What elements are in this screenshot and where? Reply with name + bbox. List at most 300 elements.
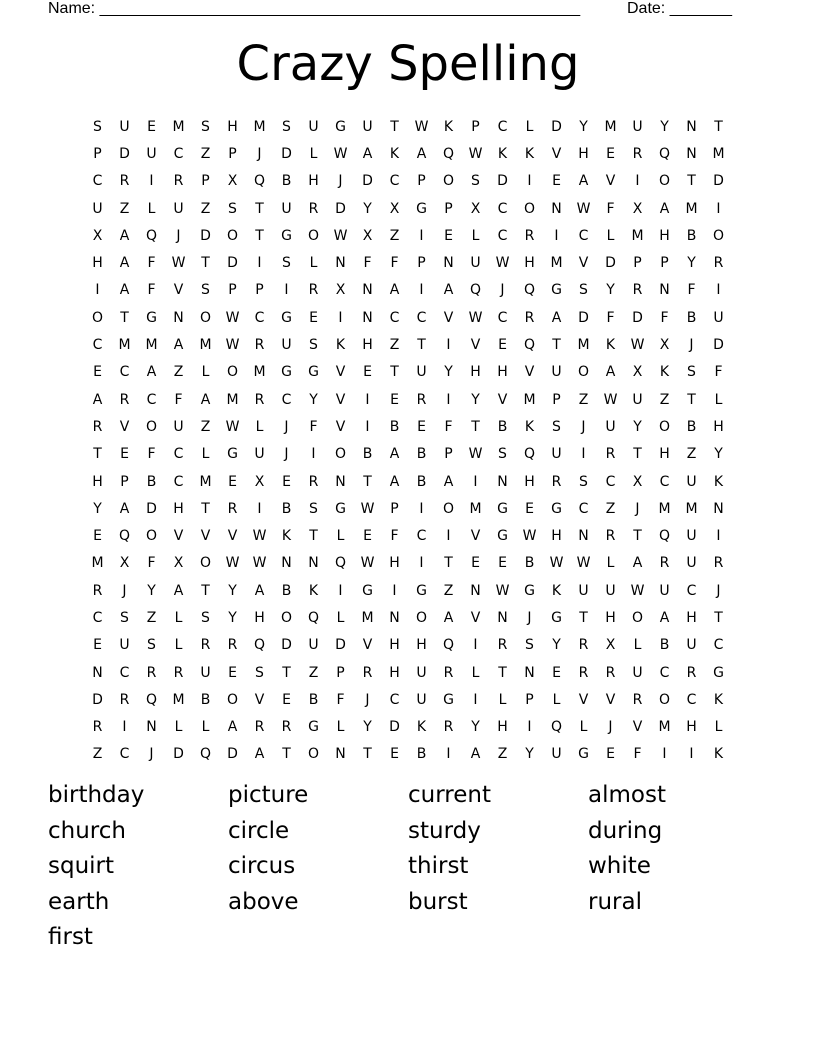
word-bank-item: squirt [48,853,115,880]
grid-letter: Z [389,227,400,244]
grid-letter: D [281,637,292,654]
grid-letter: P [228,282,237,299]
grid-letter: I [527,173,532,190]
grid-letter: I [716,528,721,545]
grid-letter: K [416,719,427,736]
grid-letter: O [658,691,671,708]
grid-letter: V [578,255,589,272]
grid-letter: R [308,282,319,299]
grid-letter: X [632,200,643,217]
grid-letter: S [687,364,696,381]
grid-letter: R [146,664,157,681]
grid-letter: U [146,145,157,162]
grid-letter: R [632,282,643,299]
grid-letter: D [227,255,238,272]
grid-letter: Z [146,609,157,626]
grid-letter: K [308,582,319,599]
grid-letter: R [173,664,184,681]
grid-letter: F [660,309,669,326]
grid-letter: B [686,309,697,326]
grid-letter: K [335,337,346,354]
grid-letter: V [119,418,130,435]
grid-letter: M [226,391,239,408]
grid-letter: O [442,500,455,517]
word-bank [48,779,768,957]
grid-letter: H [92,473,103,490]
grid-letter: J [608,719,613,736]
grid-letter: W [495,582,510,599]
grid-letter: T [714,609,723,626]
grid-letter: T [309,528,318,545]
grid-letter: J [284,446,289,463]
grid-letter: T [444,555,453,572]
grid-letter: W [171,255,186,272]
grid-letter: H [416,637,427,654]
grid-letter: Q [550,719,563,736]
grid-letter: I [554,227,559,244]
grid-letter: A [362,145,373,162]
grid-letter: Z [686,446,697,463]
grid-letter: N [389,609,400,626]
grid-letter: L [201,364,210,381]
grid-letter: R [200,637,211,654]
grid-letter: U [632,664,643,681]
grid-letter: P [552,391,561,408]
grid-letter: V [173,282,184,299]
grid-letter: J [338,173,343,190]
grid-letter: L [471,227,480,244]
grid-letter: N [497,609,508,626]
grid-letter: U [632,391,643,408]
grid-letter: V [470,337,481,354]
grid-letter: V [470,528,481,545]
grid-letter: L [147,200,156,217]
grid-letter: P [417,173,426,190]
grid-letter: G [713,664,724,681]
grid-letter: S [309,500,318,517]
grid-letter: Z [659,391,670,408]
grid-letter: G [551,609,562,626]
grid-letter: I [473,473,478,490]
grid-letter: Q [469,282,482,299]
grid-letter: O [658,173,671,190]
grid-letter: A [254,582,265,599]
grid-letter: U [551,446,562,463]
grid-letter: S [498,446,507,463]
grid-letter: G [497,528,508,545]
grid-letter: N [281,555,292,572]
grid-letter: T [687,391,696,408]
grid-letter: I [689,746,694,763]
word-bank-item: rural [588,888,642,915]
grid-letter: X [632,364,643,381]
grid-letter: E [363,364,372,381]
grid-letter: L [174,609,183,626]
grid-letter: N [335,746,346,763]
grid-letter: Y [687,255,696,272]
grid-letter: T [714,118,723,135]
grid-letter: S [579,473,588,490]
grid-letter: V [470,609,481,626]
grid-letter: F [390,528,399,545]
grid-letter: S [201,282,210,299]
grid-letter: W [414,118,429,135]
grid-letter: O [145,528,158,545]
grid-letter: S [120,609,129,626]
grid-letter: E [417,418,426,435]
grid-letter: B [497,418,508,435]
grid-letter: V [443,309,454,326]
grid-letter: I [122,719,127,736]
grid-letter: D [578,309,589,326]
grid-letter: P [228,145,237,162]
grid-letter: W [549,555,564,572]
grid-letter: V [173,528,184,545]
grid-letter: E [552,173,561,190]
grid-letter: U [551,746,562,763]
grid-letter: N [308,555,319,572]
grid-letter: K [551,582,562,599]
grid-letter: V [335,391,346,408]
grid-letter: M [253,118,266,135]
grid-letter: U [686,555,697,572]
grid-letter: I [338,309,343,326]
grid-letter: F [633,746,642,763]
grid-letter: H [389,664,400,681]
grid-letter: W [252,528,267,545]
grid-letter: Q [145,691,158,708]
grid-letter: H [254,609,265,626]
grid-letter: A [443,473,454,490]
grid-letter: T [201,500,210,517]
grid-letter: V [254,691,265,708]
grid-letter: N [92,664,103,681]
grid-letter: X [119,555,130,572]
grid-letter: O [415,609,428,626]
grid-letter: O [658,418,671,435]
grid-letter: H [659,227,670,244]
grid-letter: T [390,118,399,135]
grid-letter: A [605,364,616,381]
grid-letter: D [335,200,346,217]
grid-letter: H [497,719,508,736]
grid-letter: M [253,364,266,381]
grid-letter: U [659,582,670,599]
grid-letter: P [390,500,399,517]
grid-letter: M [577,337,590,354]
grid-letter: E [147,118,156,135]
grid-letter: L [552,691,561,708]
grid-letter: V [632,719,643,736]
grid-letter: G [227,446,238,463]
grid-letter: P [93,145,102,162]
grid-letter: N [578,528,589,545]
grid-letter: Y [93,500,102,517]
grid-letter: W [495,255,510,272]
grid-letter: H [362,337,373,354]
grid-letter: W [333,227,348,244]
grid-letter: U [605,582,616,599]
grid-letter: D [713,173,724,190]
grid-letter: C [254,309,265,326]
grid-letter: X [659,337,670,354]
grid-letter: T [390,364,399,381]
word-bank-item: above [228,888,299,915]
grid-letter: G [281,364,292,381]
grid-letter: M [685,200,698,217]
grid-letter: T [579,609,588,626]
grid-letter: A [200,391,211,408]
grid-letter: B [686,227,697,244]
grid-letter: W [225,555,240,572]
grid-letter: B [686,418,697,435]
grid-letter: R [443,664,454,681]
grid-letter: I [365,418,370,435]
grid-letter: E [444,227,453,244]
grid-letter: Z [443,582,454,599]
grid-letter: V [605,173,616,190]
grid-letter: R [92,418,103,435]
grid-letter: W [468,145,483,162]
grid-letter: U [686,528,697,545]
grid-letter: G [551,282,562,299]
grid-letter: B [281,173,292,190]
grid-letter: C [497,227,508,244]
grid-letter: U [308,118,319,135]
grid-letter: T [363,746,372,763]
grid-letter: I [635,173,640,190]
grid-letter: E [552,664,561,681]
grid-letter: I [716,282,721,299]
grid-letter: U [686,637,697,654]
grid-letter: H [389,555,400,572]
grid-letter: V [200,528,211,545]
grid-letter: T [201,255,210,272]
grid-letter: T [498,664,507,681]
grid-letter: F [714,364,723,381]
word-bank-item: sturdy [408,817,481,844]
grid-letter: S [579,282,588,299]
grid-letter: T [471,418,480,435]
grid-letter: U [713,309,724,326]
grid-letter: A [551,309,562,326]
grid-letter: J [176,227,181,244]
grid-letter: S [471,173,480,190]
grid-letter: H [659,446,670,463]
grid-letter: N [335,255,346,272]
grid-letter: Q [442,637,455,654]
grid-letter: W [630,337,645,354]
grid-letter: I [149,173,154,190]
word-bank-item: during [588,817,663,844]
grid-letter: R [578,664,589,681]
grid-letter: G [362,582,373,599]
grid-letter: S [201,118,210,135]
grid-letter: C [416,528,427,545]
grid-letter: L [606,555,615,572]
grid-letter: Y [552,637,561,654]
grid-letter: U [605,418,616,435]
grid-letter: X [605,637,616,654]
grid-letter: A [173,337,184,354]
grid-letter: A [470,746,481,763]
grid-letter: H [308,173,319,190]
grid-letter: Q [253,637,266,654]
grid-letter: Z [389,337,400,354]
grid-letter: N [335,473,346,490]
grid-letter: N [686,145,697,162]
grid-letter: R [632,691,643,708]
grid-letter: Z [200,200,211,217]
grid-letter: S [282,118,291,135]
grid-letter: B [308,691,319,708]
grid-letter: A [578,173,589,190]
grid-letter: W [360,555,375,572]
word-bank-item: circle [228,817,290,844]
grid-letter: K [524,418,535,435]
date-field [627,0,732,18]
grid-letter: E [93,637,102,654]
grid-letter: N [497,473,508,490]
grid-letter: N [551,200,562,217]
grid-letter: W [522,528,537,545]
grid-letter: D [200,227,211,244]
grid-letter: H [92,255,103,272]
grid-letter: U [119,118,130,135]
grid-letter: H [389,637,400,654]
grid-letter: J [581,418,586,435]
grid-letter: I [446,746,451,763]
grid-letter: C [173,145,184,162]
grid-letter: M [145,337,158,354]
grid-letter: A [389,446,400,463]
grid-letter: O [199,309,212,326]
grid-letter: F [309,418,318,435]
grid-letter: E [606,145,615,162]
grid-letter: R [524,227,535,244]
grid-letter: H [470,364,481,381]
grid-letter: Q [523,337,536,354]
grid-letter: M [631,227,644,244]
grid-letter: B [389,418,400,435]
grid-letter: T [687,173,696,190]
grid-letter: A [119,227,130,244]
grid-letter: H [227,118,238,135]
grid-letter: P [255,282,264,299]
grid-letter: R [632,145,643,162]
grid-letter: Y [579,118,588,135]
grid-letter: D [92,691,103,708]
word-bank-item: thirst [408,853,469,880]
grid-letter: R [551,473,562,490]
grid-letter: C [686,582,697,599]
grid-letter: L [633,637,642,654]
grid-letter: X [470,200,481,217]
grid-letter: S [228,200,237,217]
grid-letter: C [605,473,616,490]
grid-letter: A [659,609,670,626]
grid-letter: H [578,145,589,162]
grid-letter: E [282,691,291,708]
grid-letter: I [338,582,343,599]
word-bank-item: white [588,853,651,880]
grid-letter: G [497,500,508,517]
grid-letter: R [227,637,238,654]
grid-letter: L [498,691,507,708]
grid-letter: F [147,555,156,572]
grid-letter: Q [118,528,131,545]
grid-letter: F [336,691,345,708]
grid-letter: S [552,418,561,435]
grid-letter: X [632,473,643,490]
grid-letter: N [470,582,481,599]
grid-letter: W [576,555,591,572]
grid-letter: I [419,282,424,299]
grid-letter: B [281,582,292,599]
grid-letter: W [225,309,240,326]
grid-letter: L [309,255,318,272]
grid-letter: B [146,473,157,490]
grid-letter: W [225,337,240,354]
grid-letter: M [469,500,482,517]
grid-letter: M [550,255,563,272]
grid-letter: X [389,200,400,217]
grid-letter: M [658,719,671,736]
grid-letter: O [631,609,644,626]
grid-letter: J [149,746,154,763]
grid-letter: D [497,173,508,190]
grid-letter: W [360,500,375,517]
grid-letter: C [92,609,103,626]
grid-letter: T [282,664,291,681]
grid-letter: K [389,145,400,162]
grid-letter: E [390,746,399,763]
grid-letter: R [416,391,427,408]
grid-letter: L [201,719,210,736]
grid-letter: C [119,746,130,763]
grid-letter: D [362,173,373,190]
grid-letter: N [146,719,157,736]
grid-letter: G [146,309,157,326]
grid-letter: P [201,173,210,190]
grid-letter: F [390,255,399,272]
grid-letter: Q [334,555,347,572]
grid-letter: L [174,719,183,736]
grid-letter: U [119,637,130,654]
grid-letter: S [525,637,534,654]
word-bank-item: burst [408,888,468,915]
grid-letter: W [333,145,348,162]
grid-letter: S [282,255,291,272]
grid-letter: N [362,309,373,326]
grid-letter: H [713,418,724,435]
grid-letter: G [281,227,292,244]
grid-letter: U [551,364,562,381]
grid-letter: Q [523,282,536,299]
grid-letter: E [228,473,237,490]
word-bank-item: earth [48,888,110,915]
grid-letter: J [257,145,262,162]
grid-letter: Q [307,609,320,626]
grid-letter: X [92,227,103,244]
grid-letter: C [173,473,184,490]
grid-letter: A [389,282,400,299]
grid-letter: I [257,500,262,517]
grid-letter: A [254,746,265,763]
grid-letter: A [416,145,427,162]
grid-letter: E [498,337,507,354]
grid-letter: Z [200,145,211,162]
